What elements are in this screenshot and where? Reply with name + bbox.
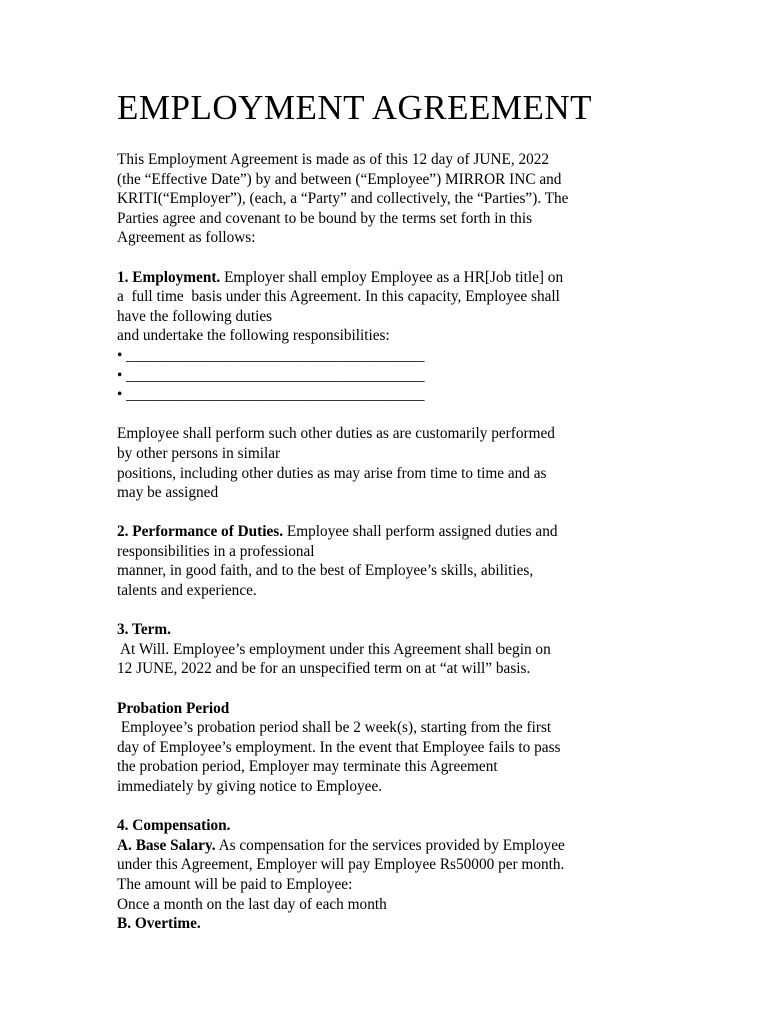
spacer (117, 405, 657, 425)
section-4-line: under this Agreement, Employer will pay Employee Rs50000 per month. (117, 856, 565, 874)
base-salary-heading: A. Base Salary. (117, 836, 216, 854)
probation-line: Employee’s probation period shall be 2 week(s), starting from the first (117, 719, 552, 737)
document-title: EMPLOYMENT AGREEMENT (117, 88, 593, 127)
bullet-blank-line: • _______________________________________ (117, 346, 425, 364)
probation-heading-line (117, 699, 657, 719)
spacer (117, 601, 657, 621)
section-2-line: manner, in good faith, and to the best of Employee’s skills, abilities, (117, 562, 534, 580)
probation-line: immediately by giving notice to Employee. (117, 778, 383, 795)
section-3-line: 12 JUNE, 2022 and be for an unspecified term on at “at will” basis. (117, 660, 531, 678)
section-1-text: Employer shall employ Employee as a HR[Job title] on (220, 268, 564, 286)
intro-line: Parties agree and covenant to be bound by the terms set forth in this (117, 209, 533, 227)
base-salary-first-line (117, 836, 657, 856)
section-4-line: Once a month on the last day of each month (117, 895, 387, 913)
spacer (117, 503, 657, 523)
probation-line: the probation period, Employer may terminate this Agreement (117, 758, 498, 776)
section-4-line: The amount will be paid to Employee: (117, 875, 353, 893)
section-1-line: and undertake the following responsibilities: (117, 327, 390, 345)
intro-line: KRITI(“Employer”), (each, a “Party” and collectively, the “Parties”). The (117, 190, 569, 208)
spacer (117, 797, 657, 817)
section-1-line: have the following duties (117, 307, 273, 325)
section-2-heading: 2. Performance of Duties. (117, 523, 284, 541)
intro-line: (the “Effective Date”) by and between (“Employee”) MIRROR INC and (117, 170, 562, 188)
section-4-heading: 4. Compensation. (117, 817, 231, 835)
probation-line: day of Employee’s employment. In the event that Employee fails to pass (117, 738, 561, 756)
section-3-heading-line (117, 620, 657, 640)
document-body (117, 150, 657, 934)
bullet-blank-line: • _______________________________________ (117, 366, 425, 384)
intro-line: Agreement as follows: (117, 229, 256, 247)
section-2-line: talents and experience. (117, 582, 257, 600)
bullet-blank-line: • _______________________________________ (117, 386, 425, 404)
spacer (117, 248, 657, 268)
section-4-heading-line (117, 816, 657, 836)
section-3-heading: 3. Term. (117, 621, 171, 639)
section-1-first-line (117, 268, 657, 288)
section-2-line: responsibilities in a professional (117, 542, 315, 560)
section-2-first-line (117, 522, 657, 542)
overtime-heading-line (117, 914, 657, 934)
other-duties-line: may be assigned (117, 484, 219, 502)
section-1-line: a full time basis under this Agreement. In this capacity, Employee shall (117, 288, 560, 306)
spacer (117, 679, 657, 699)
other-duties-line: positions, including other duties as may arise from time to time and as (117, 464, 547, 482)
intro-line: This Employment Agreement is made as of this 12 day of JUNE, 2022 (117, 151, 550, 168)
other-duties-line: by other persons in similar (117, 444, 281, 462)
section-1-heading: 1. Employment. (117, 268, 221, 286)
other-duties-line: Employee shall perform such other duties as are customarily performed (117, 425, 555, 443)
base-salary-text: As compensation for the services provided by Employee (215, 836, 565, 854)
section-3-line: At Will. Employee’s employment under this Agreement shall begin on (117, 640, 551, 658)
section-2-text: Employee shall perform assigned duties and (283, 523, 558, 541)
overtime-heading: B. Overtime. (117, 915, 201, 933)
probation-heading: Probation Period (117, 699, 230, 717)
